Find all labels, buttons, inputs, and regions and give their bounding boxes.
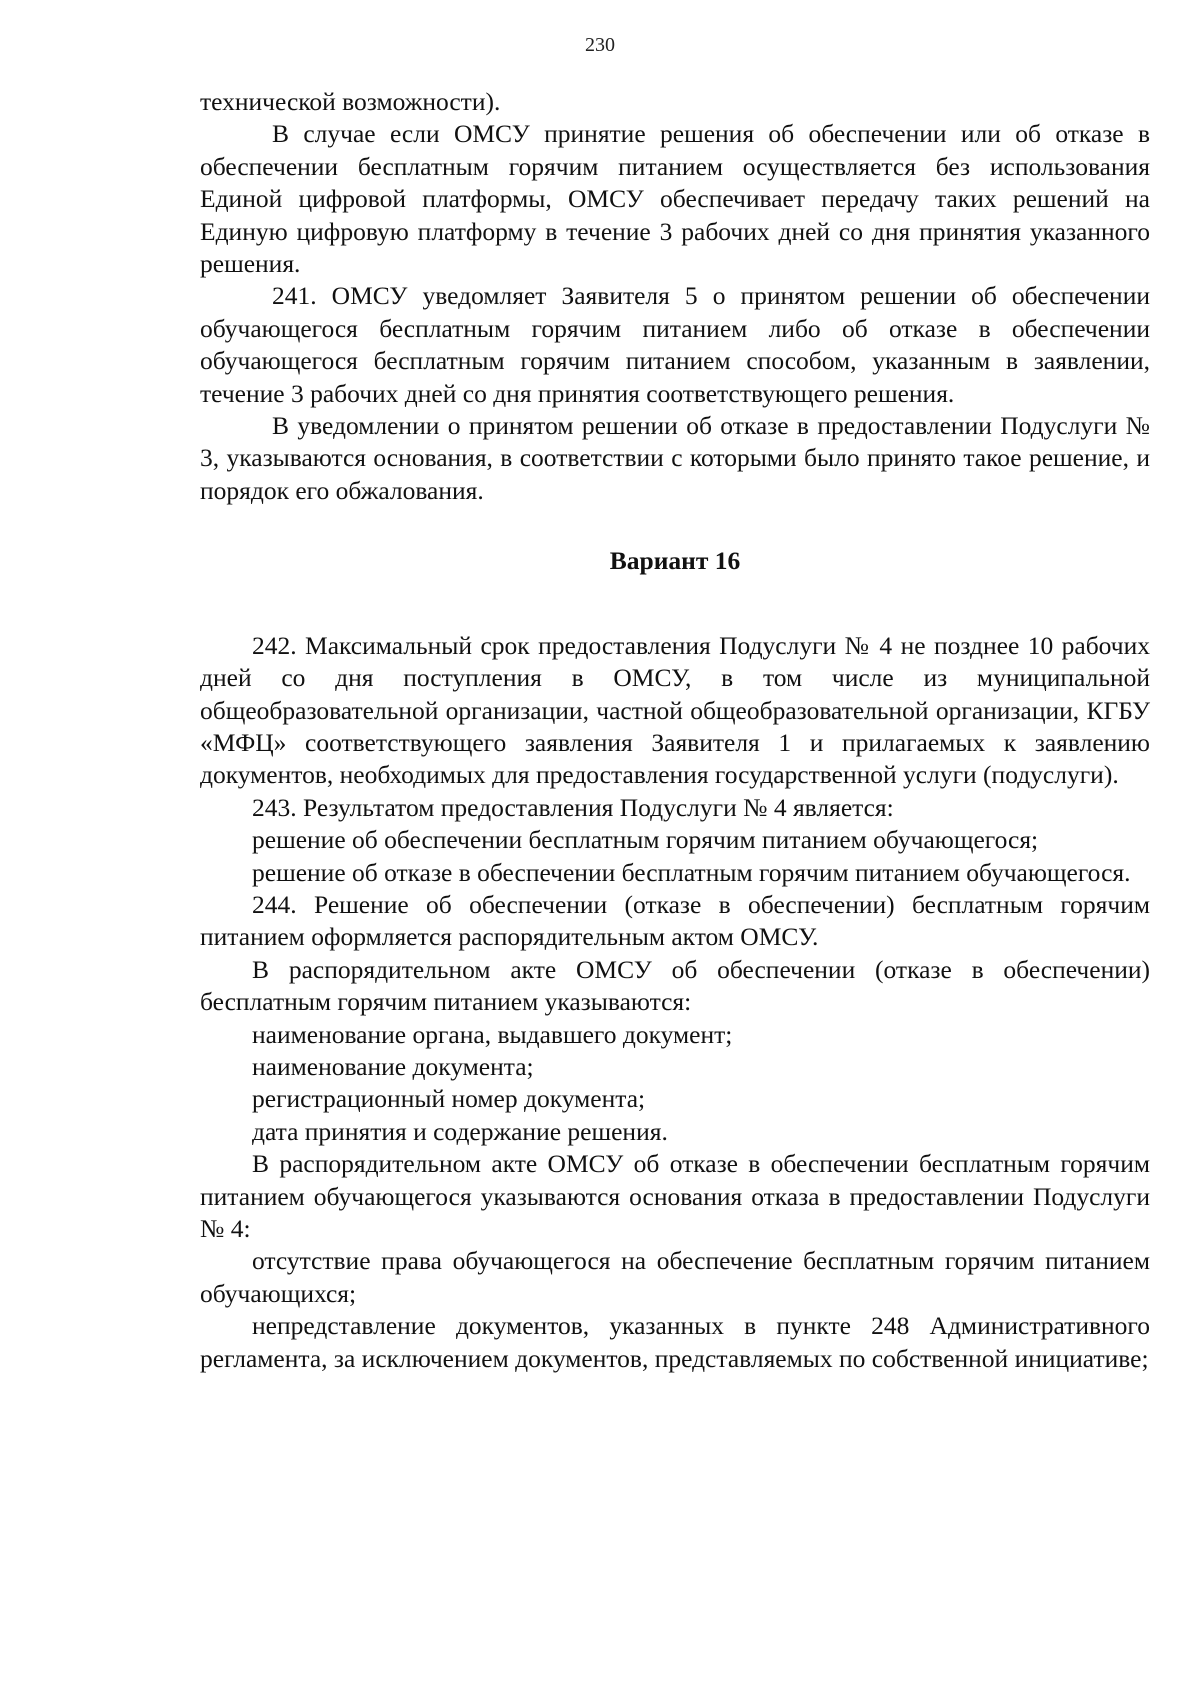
paragraph: В уведомлении о принятом решении об отказе в предоставлении Подуслуги № 3, указываются основания, в соответствии с которыми было принято такое решение, и порядок его обжалования. bbox=[200, 411, 1150, 505]
page-number: 230 bbox=[585, 34, 615, 56]
paragraph: В распорядительном акте ОМСУ об обеспечении (отказе в обеспечении) бесплатным горячим питанием указываются: bbox=[200, 954, 1150, 1017]
section-heading: Вариант 16 bbox=[609, 546, 741, 576]
paragraph: решение об обеспечении бесплатным горячим питанием обучающегося; bbox=[252, 825, 1039, 855]
paragraph: 241. ОМСУ уведомляет Заявителя 5 о принятом решении об обеспечении обучающегося бесплатным горячим питанием либо об отказе в обеспечении обучающегося бесплатным горячим питанием способом, указанным в заявлении, течение 3 рабочих дней со дня принятия соответствующего решения. bbox=[200, 281, 1150, 408]
paragraph: решение об отказе в обеспечении бесплатным горячим питанием обучающегося. bbox=[252, 857, 1131, 887]
list-item: дата принятия и содержание решения. bbox=[252, 1116, 668, 1146]
paragraph: 243. Результатом предоставления Подуслуги № 4 является: bbox=[252, 792, 894, 822]
paragraph: технической возможности). bbox=[200, 87, 501, 116]
list-item: регистрационный номер документа; bbox=[252, 1084, 646, 1114]
list-item: наименование документа; bbox=[252, 1051, 534, 1081]
paragraph: В распорядительном акте ОМСУ об отказе в обеспечении бесплатным горячим питанием обучающегося указываются основания отказа в предоставлении Подуслуги № 4: bbox=[200, 1149, 1150, 1243]
paragraph: непредставление документов, указанных в пункте 248 Административного регламента, за исключением документов, представляемых по собственной инициативе; bbox=[200, 1311, 1150, 1373]
list-item: наименование органа, выдавшего документ; bbox=[252, 1019, 733, 1049]
document-body bbox=[200, 86, 1150, 1375]
paragraph: 242. Максимальный срок предоставления Подуслуги № 4 не позднее 10 рабочих дней со дня поступления в ОМСУ, в том числе из муниципальной общеобразовательной организации, частной общеобразовательной организации, КГБУ «МФЦ» соответствующего заявления Заявителя 1 и прилагаемых к заявлению документов, необходимых для предоставления государственной услуги (подуслуги). bbox=[200, 630, 1150, 790]
paragraph: 244. Решение об обеспечении (отказе в обеспечении) бесплатным горячим питанием оформляется распорядительным актом ОМСУ. bbox=[200, 889, 1150, 952]
paragraph: отсутствие права обучающегося на обеспечение бесплатным горячим питанием обучающихся; bbox=[200, 1246, 1150, 1308]
paragraph: В случае если ОМСУ принятие решения об обеспечении или об отказе в обеспечении бесплатным горячим питанием осуществляется без использования Единой цифровой платформы, ОМСУ обеспечивает передачу таких решений на Единую цифровую платформу в течение 3 рабочих дней со дня принятия указанного решения. bbox=[200, 119, 1150, 279]
